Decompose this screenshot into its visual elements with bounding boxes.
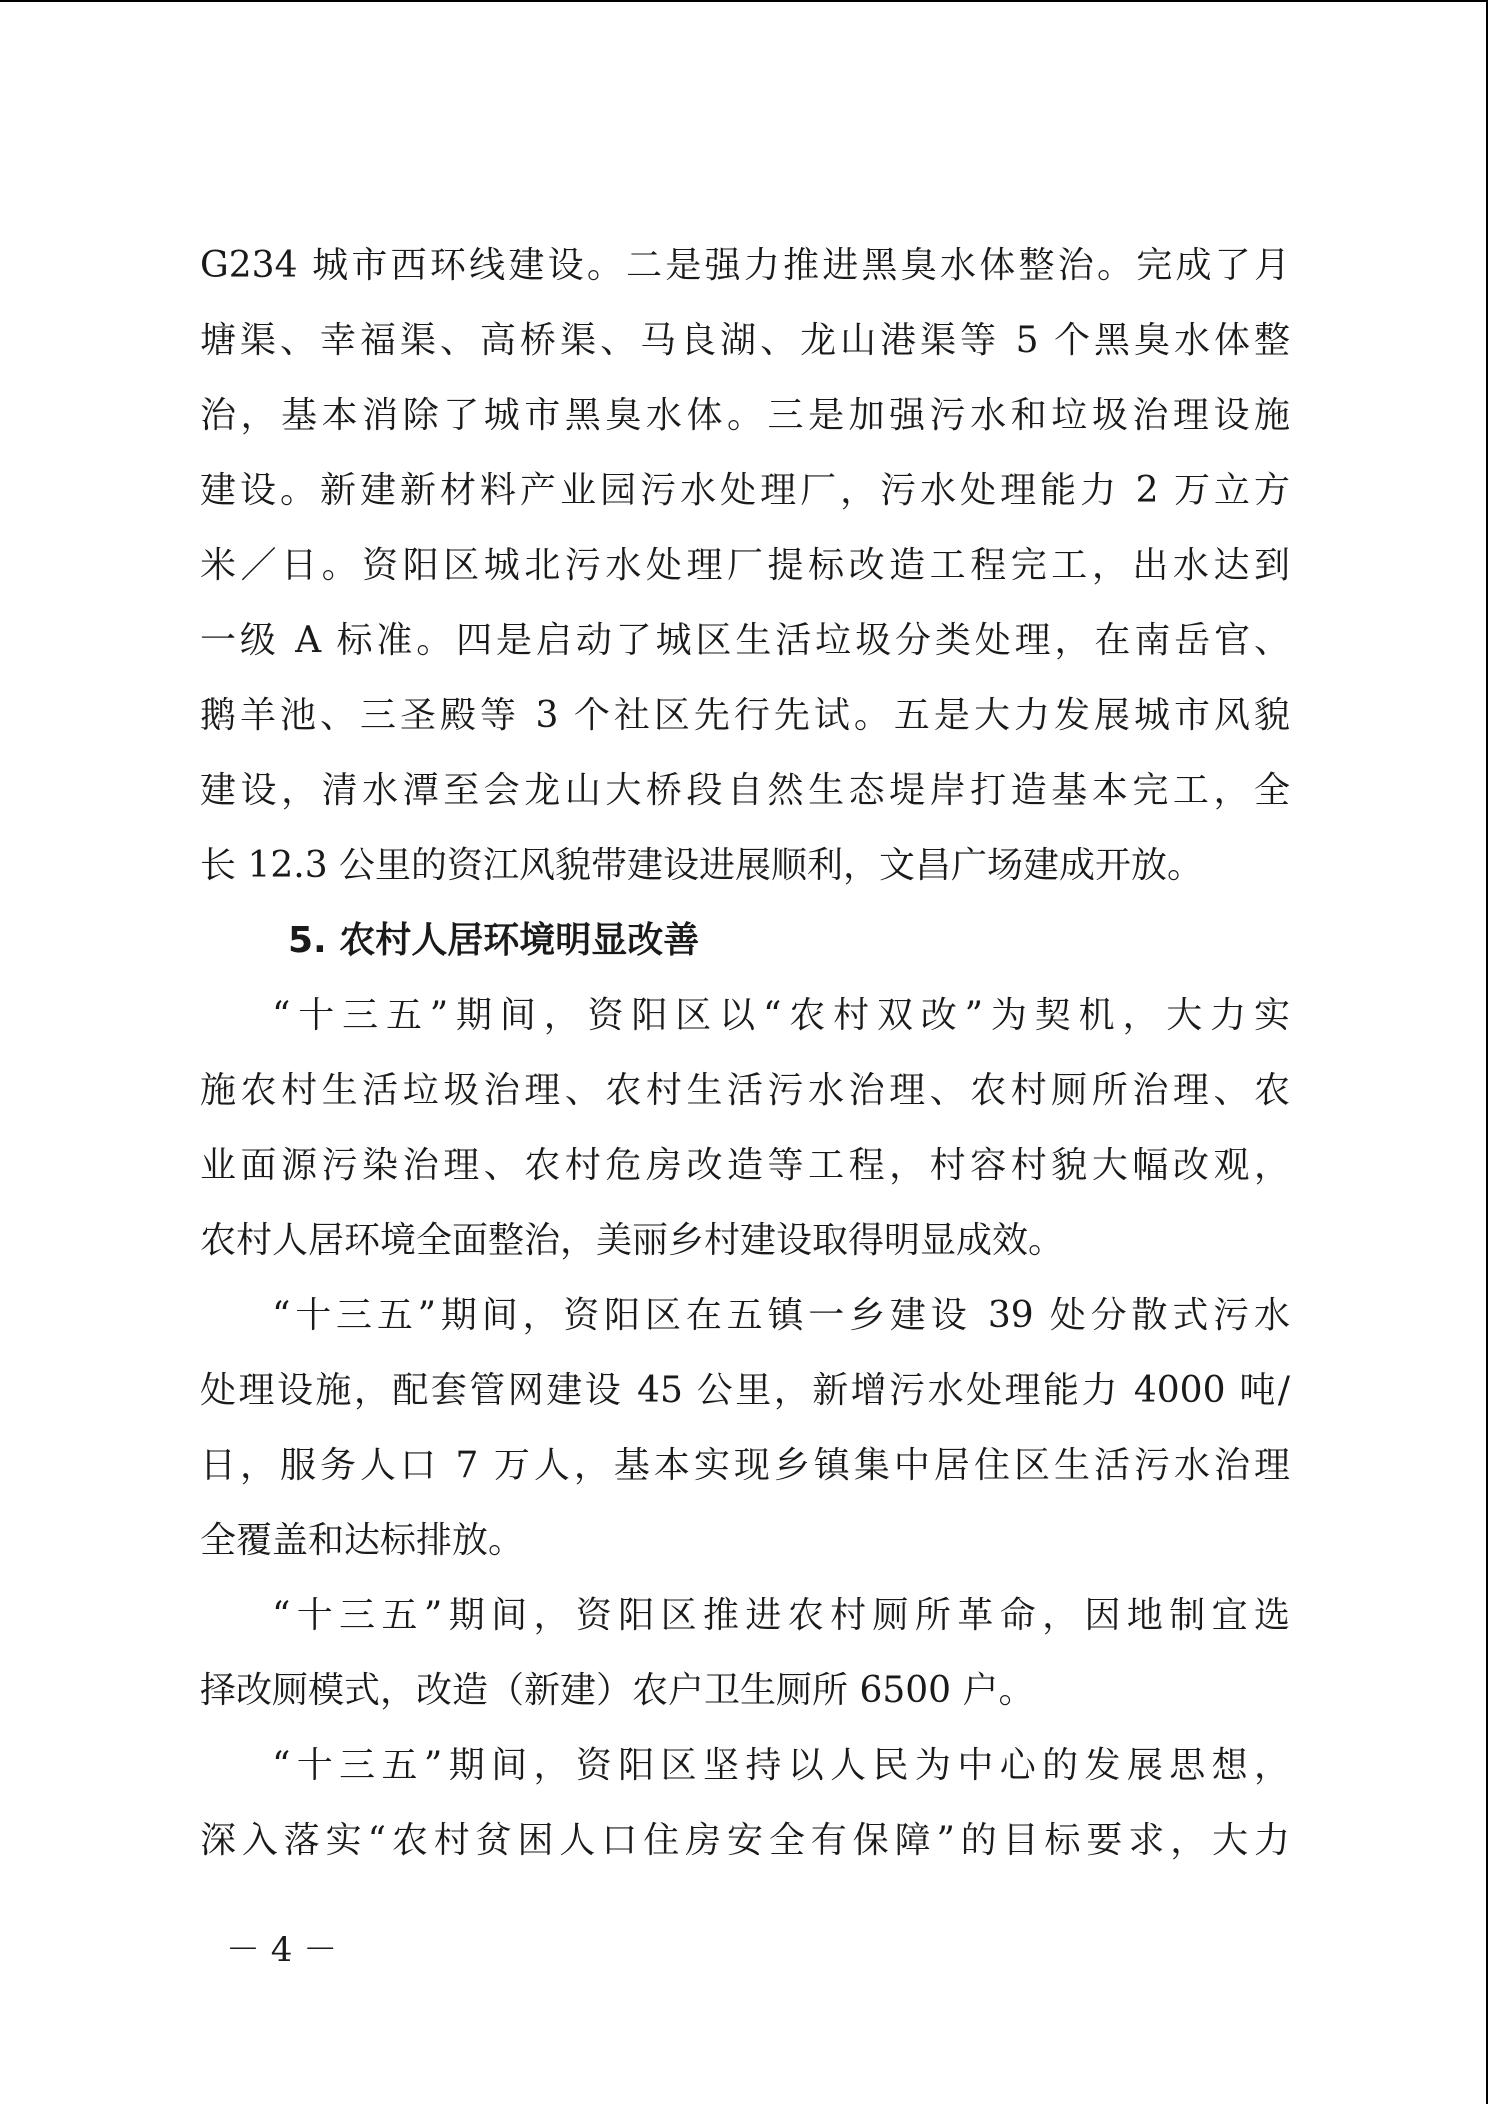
section-heading: 5. 农村人居环境明显改善 [288, 920, 700, 961]
text-line: 米／日。资阳区城北污水处理厂提标改造工程完工，出水达到 [200, 545, 1290, 586]
text-line: 日，服务人口 7 万人，基本实现乡镇集中居住区生活污水治理 [200, 1445, 1290, 1486]
text-line: 全覆盖和达标排放。 [200, 1520, 525, 1561]
text-line: 建设。新建新材料产业园污水处理厂，污水处理能力 2 万立方 [200, 470, 1290, 511]
paragraph-rural-overview [200, 978, 1290, 1278]
body-text [200, 228, 1290, 1878]
text-line: 处理设施，配套管网建设 45 公里，新增污水处理能力 4000 吨/ [200, 1370, 1290, 1411]
text-line: 业面源污染治理、农村危房改造等工程，村容村貌大幅改观， [200, 1145, 1290, 1186]
text-line: 长 12.3 公里的资江风貌带建设进展顺利，文昌广场建成开放。 [200, 845, 1204, 886]
paragraph-toilet [200, 1578, 1290, 1728]
text-line: “十三五”期间，资阳区在五镇一乡建设 39 处分散式污水 [272, 1295, 1290, 1336]
paragraph-urban-projects [200, 228, 1290, 903]
text-line: 治，基本消除了城市黑臭水体。三是加强污水和垃圾治理设施 [200, 395, 1290, 436]
paragraph-sewage [200, 1278, 1290, 1578]
text-line: “十三五”期间，资阳区坚持以人民为中心的发展思想， [272, 1745, 1290, 1786]
text-line: G234 城市西环线建设。二是强力推进黑臭水体整治。完成了月 [200, 245, 1290, 286]
page-number: － 4 － [226, 1930, 338, 1970]
text-line: 鹅羊池、三圣殿等 3 个社区先行先试。五是大力发展城市风貌 [200, 695, 1290, 736]
text-line: 深入落实“农村贫困人口住房安全有保障”的目标要求，大力 [200, 1820, 1290, 1861]
text-line: 施农村生活垃圾治理、农村生活污水治理、农村厕所治理、农 [200, 1070, 1290, 1111]
text-line: “十三五”期间，资阳区以“农村双改”为契机，大力实 [272, 995, 1290, 1036]
text-line: 农村人居环境全面整治，美丽乡村建设取得明显成效。 [200, 1220, 1065, 1261]
text-line: 塘渠、幸福渠、高桥渠、马良湖、龙山港渠等 5 个黑臭水体整 [200, 320, 1290, 361]
text-line: 择改厕模式，改造（新建）农户卫生厕所 6500 户。 [200, 1670, 1035, 1711]
paragraph-housing [200, 1728, 1290, 1878]
text-line: 一级 A 标准。四是启动了城区生活垃圾分类处理，在南岳官、 [200, 620, 1290, 661]
text-line: “十三五”期间，资阳区推进农村厕所革命，因地制宜选 [272, 1595, 1290, 1636]
text-line: 建设，清水潭至会龙山大桥段自然生态堤岸打造基本完工，全 [200, 770, 1290, 811]
